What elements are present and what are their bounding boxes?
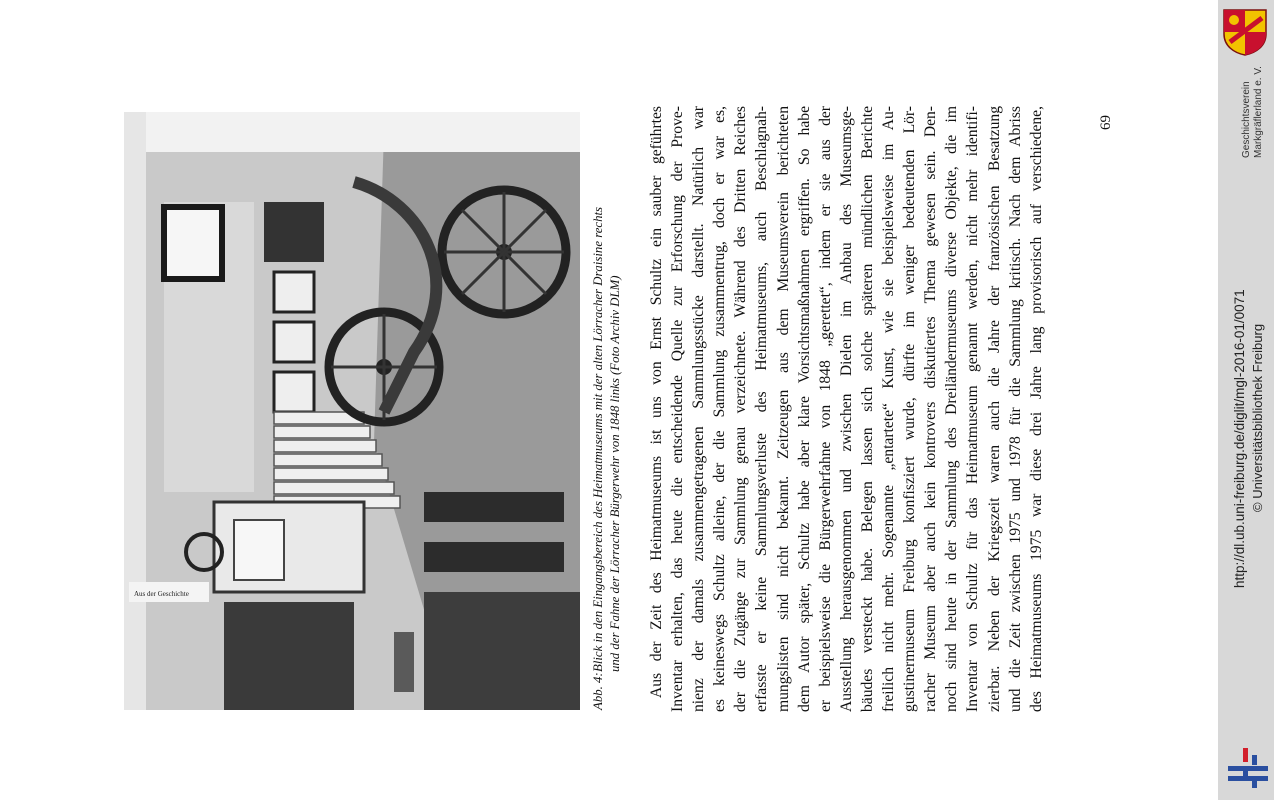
- association-line-2: Markgräflerland e. V.: [1253, 66, 1264, 158]
- body-line: Inventar erhalten, das heute die entscheidende Quelle zur Erforschung der Prove-: [669, 106, 687, 712]
- body-line: des Heimatmuseums 1975 war diese drei Jahre lang provisorisch auf verschiedene,: [1027, 106, 1045, 712]
- body-line: erfasste er keine Sammlungsverluste des Heimatmuseums, auch Beschlagnah-: [753, 106, 771, 712]
- body-line: er beispielsweise die Bürgerwehrfahne von 1848 „gerettet“, indem er sie aus der: [816, 106, 834, 712]
- coat-of-arms-icon: [1222, 8, 1268, 56]
- body-line: der die Zugänge zur Sammlung genau verzeichnete. Während des Dritten Reiches: [732, 106, 750, 712]
- photo-sign-text: Aus der Geschichte: [134, 590, 189, 598]
- copyright-notice: © Universitätsbibliothek Freiburg: [1250, 323, 1265, 512]
- association-line-1: Geschichtsverein: [1241, 81, 1252, 158]
- body-line: dem Autor später, Schultz habe aber klare Vorsichtsmaßnahmen ergriffen. So habe: [795, 106, 813, 712]
- page-number: 69: [1098, 115, 1114, 130]
- body-line: bäudes versteckt habe. Belegen lassen sich solche späteren mündlichen Berichte: [858, 106, 876, 712]
- body-line: Aus der Zeit des Heimatmuseums ist uns von Ernst Schultz ein sauber geführtes: [648, 106, 665, 698]
- museum-photo-graphic: [124, 112, 580, 710]
- body-line: noch sind heute in der Sammlung des Dreiländermuseums diverse Objekte, die im: [943, 106, 961, 712]
- body-line: zierbar. Neben der Kriegszeit waren auch die Jahre der französischen Besatzung: [985, 106, 1003, 712]
- body-line: Inventar von Schultz für das Heimatmuseum genannt werden, nicht mehr identifi-: [964, 106, 982, 712]
- body-line: nienz der damals zusammengetragenen Sammlungsstücke darstellt. Natürlich war: [690, 106, 708, 712]
- figure-caption: [590, 112, 623, 710]
- caption-line-1: Blick in den Eingangsbereich des Heimatmuseums mit der alten Lörracher Draisine rechts: [591, 207, 605, 672]
- body-paragraph: [646, 106, 1047, 712]
- body-line: gustinermuseum Freiburg konfisziert wurde, dürfte im weniger bedeutenden Lör-: [901, 106, 919, 712]
- caption-label: Abb. 4:: [591, 672, 605, 710]
- body-line: freilich nicht mehr. Sogenannte „entartete“ Kunst, wie sie beispielsweise im Au-: [880, 106, 898, 712]
- caption-line-2: und der Fahne der Lörracher Bürgerwehr von 1848 links (Foto Archiv DLM): [607, 275, 622, 672]
- body-line: mungslisten sind nicht bekannt. Zeitzeugen aus dem Museumsverein berichteten: [774, 106, 792, 712]
- university-library-logo-icon: [1226, 746, 1270, 790]
- association-name: [1241, 58, 1265, 158]
- museum-photo: [124, 112, 580, 710]
- body-line: racher Museum aber auch kein kontrovers diskutiertes Thema gewesen sein. Den-: [922, 106, 940, 712]
- body-line: und die Zeit zwischen 1975 und 1978 für die Sammlung kritisch. Nach dem Abriss: [1006, 106, 1024, 712]
- body-line: Ausstellung herausgenommen und zwischen Dielen im Anbau des Museumsge-: [837, 106, 855, 712]
- body-line: es keineswegs Schultz alleine, der die Sammlung zusammentrug, doch er war es,: [711, 106, 729, 712]
- permalink-url[interactable]: http://dl.ub.uni-freiburg.de/diglit/mgl-2016-01/0071: [1232, 289, 1247, 588]
